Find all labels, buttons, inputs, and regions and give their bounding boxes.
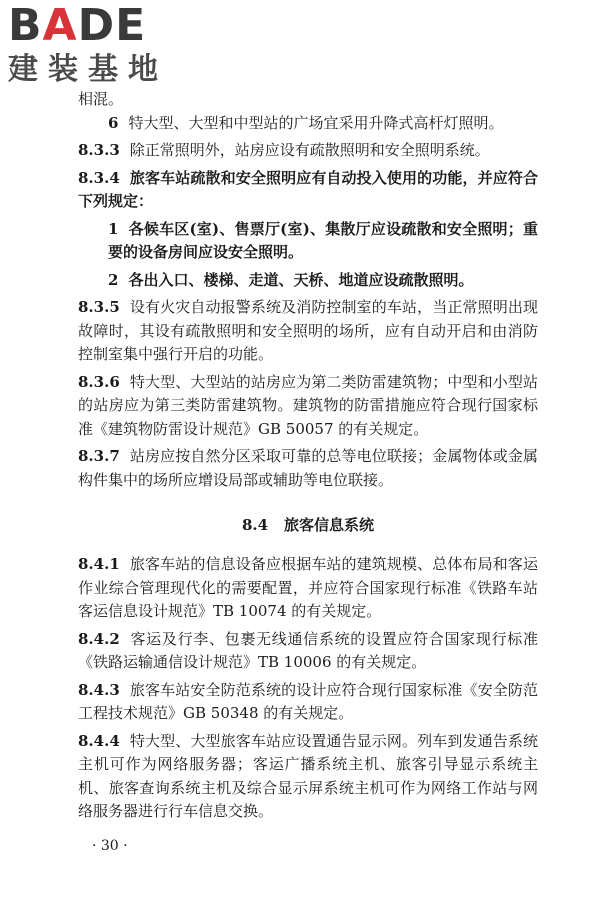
clause-8-3-3: 8.3.3 除正常照明外，站房应设有疏散照明和安全照明系统。 <box>78 141 490 159</box>
clause-8-3-4-item-1: 1 各候车区(室)、售票厅(室)、集散厅应设疏散和安全照明；重要的设备房间应设安全照明。 <box>108 219 538 261</box>
clause-8-3-6: 8.3.6 特大型、大型站的站房应为第二类防雷建筑物；中型和小型站的站房应为第三类防雷建筑物。建筑物的防雷措施应符合现行国家标准《建筑物防雷设计规范》GB 50057 的有关规定。 <box>78 372 538 438</box>
clause-8-4-1: 8.4.1 旅客车站的信息设备应根据车站的建筑规模、总体布局和客运作业综合管理现代化的需要配置，并应符合国家现行标准《铁路车站客运信息设计规范》TB 10074 的有关规定。 <box>78 555 538 620</box>
clause-8-3-4: 8.3.4 旅客车站疏散和安全照明应有自动投入使用的功能，并应符合下列规定： <box>78 168 538 210</box>
logo <box>8 2 178 94</box>
clause-8-3-5: 8.3.5 设有火灾自动报警系统及消防控制室的车站，当正常照明出现故障时，其设有疏散照明和安全照明的场所，应有自动开启和由消防控制室集中强行开启的功能。 <box>78 298 538 363</box>
clause-8-3-7: 8.3.7 站房应按自然分区采取可靠的总等电位联接；金属物体或金属构件集中的场所应增设局部或辅助等电位联接。 <box>78 447 538 489</box>
logo-subtitle: 建装基地 <box>8 52 168 87</box>
clause-8-4-3: 8.4.3 旅客车站安全防范系统的设计应符合现行国家标准《安全防范工程技术规范》GB 50348 的有关规定。 <box>78 680 538 722</box>
logo-wordmark: BADE <box>8 0 147 51</box>
clause-item-6: 6 特大型、大型和中型站的广场宜采用升降式高杆灯照明。 <box>108 113 504 132</box>
continuation-fragment: 相混。 <box>78 90 124 108</box>
clause-8-3-4-item-2: 2 各出入口、楼梯、走道、天桥、地道应设疏散照明。 <box>108 270 474 289</box>
clause-8-4-4: 8.4.4 特大型、大型旅客车站应设置通告显示网。列车到发通告系统主机可作为网络服务器；客运广播系统主机、旅客引导显示系统主机、旅客查询系统主机及综合显示屏系统主机可作为网络工作站与网络服务器进行行车信息交换。 <box>78 731 538 820</box>
page-number: · 30 · <box>92 838 128 854</box>
document-body <box>78 88 538 828</box>
section-heading: 8.4 旅客信息系统 <box>241 516 375 534</box>
clause-8-4-2: 8.4.2 客运及行李、包裹无线通信系统的设置应符合国家现行标准《铁路运输通信设计规范》TB 10006 的有关规定。 <box>78 629 538 671</box>
